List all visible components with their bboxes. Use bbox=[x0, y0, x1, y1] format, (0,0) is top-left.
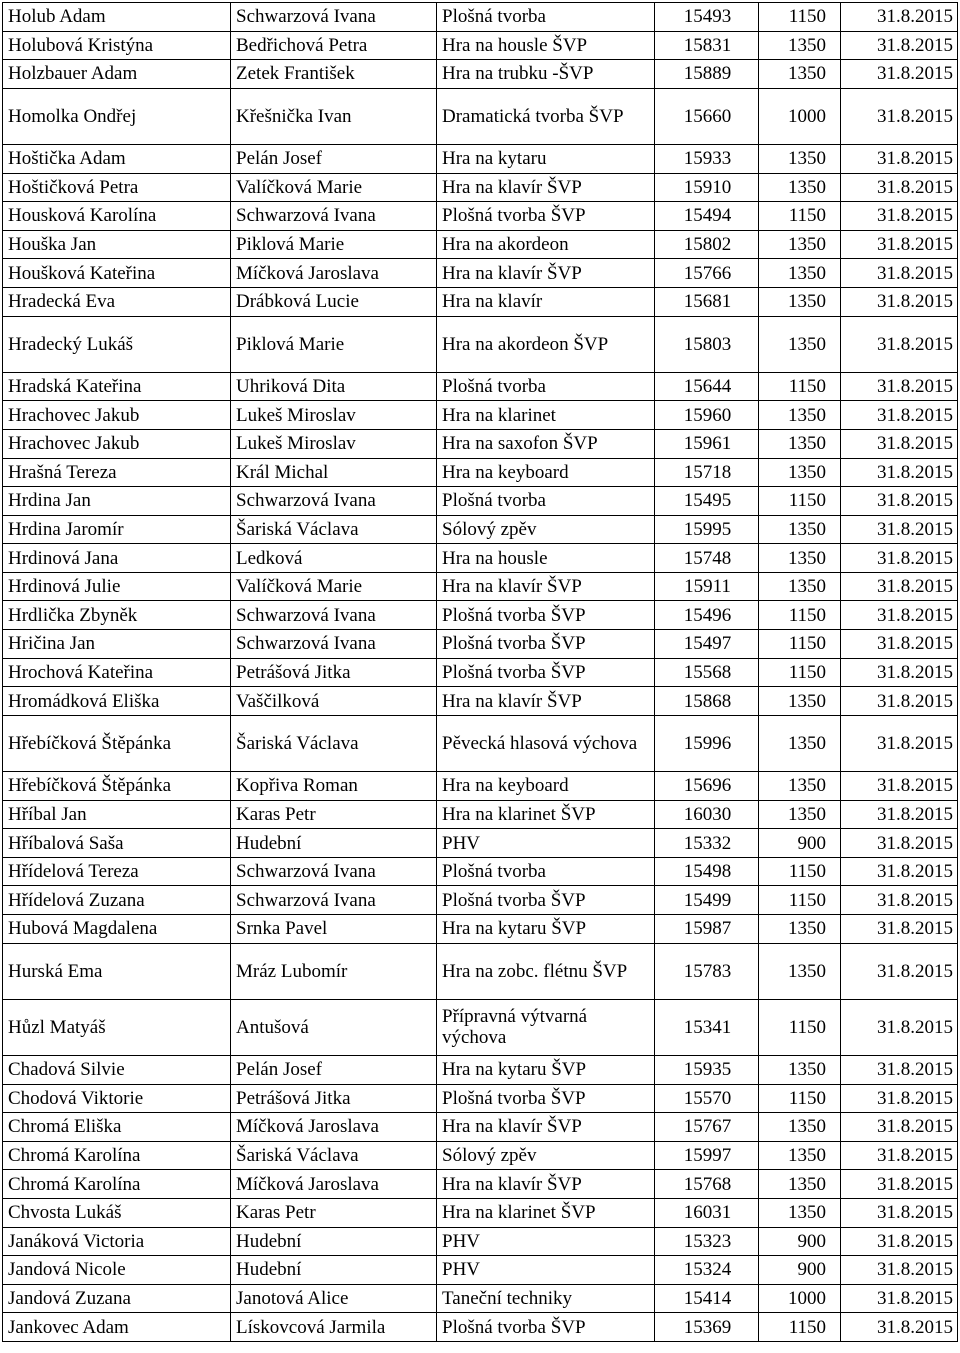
number-cell: 15414 bbox=[655, 1284, 759, 1313]
student-name-cell: Chromá Karolína bbox=[3, 1170, 231, 1199]
student-name-cell: Hřebíčková Štěpánka bbox=[3, 772, 231, 801]
student-name-cell: Houšková Kateřina bbox=[3, 259, 231, 288]
student-name-cell: Jandová Nicole bbox=[3, 1256, 231, 1285]
teacher-name-cell: Lukeš Miroslav bbox=[231, 429, 437, 458]
number-cell: 15341 bbox=[655, 999, 759, 1055]
table-row bbox=[3, 1198, 958, 1227]
subject-cell: Hra na kytaru ŠVP bbox=[437, 915, 655, 944]
subject-cell: Taneční techniky bbox=[437, 1284, 655, 1313]
teacher-name-cell: Míčková Jaroslava bbox=[231, 1113, 437, 1142]
table-row bbox=[3, 915, 958, 944]
teacher-name-cell: Antušová bbox=[231, 999, 437, 1055]
date-cell: 31.8.2015 bbox=[841, 544, 958, 573]
teacher-name-cell: Karas Petr bbox=[231, 800, 437, 829]
number-cell: 15960 bbox=[655, 401, 759, 430]
table-row bbox=[3, 999, 958, 1055]
student-name-cell: Hradská Kateřina bbox=[3, 372, 231, 401]
teacher-name-cell: Mráz Lubomír bbox=[231, 943, 437, 999]
subject-cell: Plošná tvorba ŠVP bbox=[437, 630, 655, 659]
amount-cell: 1350 bbox=[759, 458, 841, 487]
amount-cell: 1150 bbox=[759, 1313, 841, 1342]
amount-cell: 1150 bbox=[759, 630, 841, 659]
date-cell: 31.8.2015 bbox=[841, 31, 958, 60]
table-row bbox=[3, 173, 958, 202]
table-row bbox=[3, 88, 958, 144]
table-row bbox=[3, 31, 958, 60]
table-row bbox=[3, 572, 958, 601]
date-cell: 31.8.2015 bbox=[841, 1313, 958, 1342]
date-cell: 31.8.2015 bbox=[841, 687, 958, 716]
table-row bbox=[3, 630, 958, 659]
subject-cell: Plošná tvorba bbox=[437, 487, 655, 516]
number-cell: 15803 bbox=[655, 316, 759, 372]
student-name-cell: Hříbal Jan bbox=[3, 800, 231, 829]
table-row bbox=[3, 1055, 958, 1084]
number-cell: 15332 bbox=[655, 829, 759, 858]
amount-cell: 1350 bbox=[759, 687, 841, 716]
amount-cell: 1350 bbox=[759, 915, 841, 944]
date-cell: 31.8.2015 bbox=[841, 630, 958, 659]
teacher-name-cell: Valíčková Marie bbox=[231, 572, 437, 601]
table-row bbox=[3, 943, 958, 999]
subject-cell: Plošná tvorba ŠVP bbox=[437, 601, 655, 630]
student-name-cell: Chromá Eliška bbox=[3, 1113, 231, 1142]
subject-cell: Hra na klavír ŠVP bbox=[437, 1113, 655, 1142]
date-cell: 31.8.2015 bbox=[841, 915, 958, 944]
subject-cell: PHV bbox=[437, 829, 655, 858]
amount-cell: 900 bbox=[759, 1227, 841, 1256]
amount-cell: 1000 bbox=[759, 88, 841, 144]
teacher-name-cell: Petrášová Jitka bbox=[231, 1084, 437, 1113]
table-row bbox=[3, 1256, 958, 1285]
teacher-name-cell: Pelán Josef bbox=[231, 144, 437, 173]
table-row bbox=[3, 259, 958, 288]
student-name-cell: Holzbauer Adam bbox=[3, 60, 231, 89]
number-cell: 15783 bbox=[655, 943, 759, 999]
number-cell: 15718 bbox=[655, 458, 759, 487]
teacher-name-cell: Schwarzová Ivana bbox=[231, 601, 437, 630]
number-cell: 15987 bbox=[655, 915, 759, 944]
date-cell: 31.8.2015 bbox=[841, 230, 958, 259]
teacher-name-cell: Vaščilková bbox=[231, 687, 437, 716]
date-cell: 31.8.2015 bbox=[841, 429, 958, 458]
subject-cell: Hra na kytaru bbox=[437, 144, 655, 173]
amount-cell: 1350 bbox=[759, 544, 841, 573]
number-cell: 15766 bbox=[655, 259, 759, 288]
student-name-cell: Housková Karolína bbox=[3, 202, 231, 231]
table-row bbox=[3, 1170, 958, 1199]
teacher-name-cell: Míčková Jaroslava bbox=[231, 259, 437, 288]
date-cell: 31.8.2015 bbox=[841, 886, 958, 915]
subject-cell: Hra na klarinet ŠVP bbox=[437, 1198, 655, 1227]
date-cell: 31.8.2015 bbox=[841, 1084, 958, 1113]
table-row bbox=[3, 144, 958, 173]
teacher-name-cell: Hudební bbox=[231, 1227, 437, 1256]
number-cell: 15997 bbox=[655, 1141, 759, 1170]
subject-cell: Hra na klavír ŠVP bbox=[437, 687, 655, 716]
amount-cell: 1350 bbox=[759, 173, 841, 202]
student-name-cell: Hurská Ema bbox=[3, 943, 231, 999]
subject-cell: Hra na keyboard bbox=[437, 772, 655, 801]
teacher-name-cell: Lukeš Miroslav bbox=[231, 401, 437, 430]
number-cell: 15748 bbox=[655, 544, 759, 573]
subject-cell: Hra na trubku -ŠVP bbox=[437, 60, 655, 89]
amount-cell: 1150 bbox=[759, 658, 841, 687]
teacher-name-cell: Schwarzová Ivana bbox=[231, 487, 437, 516]
date-cell: 31.8.2015 bbox=[841, 259, 958, 288]
amount-cell: 900 bbox=[759, 1256, 841, 1285]
number-cell: 15910 bbox=[655, 173, 759, 202]
student-name-cell: Hrašná Tereza bbox=[3, 458, 231, 487]
table-row bbox=[3, 429, 958, 458]
subject-cell: Přípravná výtvarná výchova bbox=[437, 999, 655, 1055]
subject-cell: Hra na klavír ŠVP bbox=[437, 1170, 655, 1199]
teacher-name-cell: Drábková Lucie bbox=[231, 287, 437, 316]
amount-cell: 1350 bbox=[759, 572, 841, 601]
teacher-name-cell: Míčková Jaroslava bbox=[231, 1170, 437, 1199]
student-name-cell: Holub Adam bbox=[3, 3, 231, 32]
amount-cell: 1000 bbox=[759, 1284, 841, 1313]
date-cell: 31.8.2015 bbox=[841, 60, 958, 89]
student-name-cell: Hromádková Eliška bbox=[3, 687, 231, 716]
subject-cell: PHV bbox=[437, 1227, 655, 1256]
number-cell: 15868 bbox=[655, 687, 759, 716]
table-row bbox=[3, 800, 958, 829]
date-cell: 31.8.2015 bbox=[841, 658, 958, 687]
amount-cell: 1350 bbox=[759, 1141, 841, 1170]
student-name-cell: Hrdinová Jana bbox=[3, 544, 231, 573]
student-name-cell: Hrochová Kateřina bbox=[3, 658, 231, 687]
table-row bbox=[3, 372, 958, 401]
student-name-cell: Chadová Silvie bbox=[3, 1055, 231, 1084]
student-name-cell: Hričina Jan bbox=[3, 630, 231, 659]
subject-cell: Hra na zobc. flétnu ŠVP bbox=[437, 943, 655, 999]
subject-cell: Sólový zpěv bbox=[437, 1141, 655, 1170]
amount-cell: 1350 bbox=[759, 943, 841, 999]
student-name-cell: Chromá Karolína bbox=[3, 1141, 231, 1170]
subject-cell: Plošná tvorba ŠVP bbox=[437, 1313, 655, 1342]
date-cell: 31.8.2015 bbox=[841, 772, 958, 801]
number-cell: 15767 bbox=[655, 1113, 759, 1142]
date-cell: 31.8.2015 bbox=[841, 287, 958, 316]
number-cell: 15935 bbox=[655, 1055, 759, 1084]
amount-cell: 1150 bbox=[759, 857, 841, 886]
number-cell: 15802 bbox=[655, 230, 759, 259]
teacher-name-cell: Zetek František bbox=[231, 60, 437, 89]
table-row bbox=[3, 658, 958, 687]
table-row bbox=[3, 515, 958, 544]
date-cell: 31.8.2015 bbox=[841, 1113, 958, 1142]
student-table-body bbox=[3, 3, 958, 1342]
student-name-cell: Hrdlička Zbyněk bbox=[3, 601, 231, 630]
teacher-name-cell: Petrášová Jitka bbox=[231, 658, 437, 687]
teacher-name-cell: Schwarzová Ivana bbox=[231, 630, 437, 659]
student-table bbox=[2, 2, 958, 1342]
subject-cell: Hra na housle ŠVP bbox=[437, 31, 655, 60]
student-name-cell: Hradecký Lukáš bbox=[3, 316, 231, 372]
subject-cell: Hra na saxofon ŠVP bbox=[437, 429, 655, 458]
student-name-cell: Hrdina Jan bbox=[3, 487, 231, 516]
number-cell: 15831 bbox=[655, 31, 759, 60]
teacher-name-cell: Schwarzová Ivana bbox=[231, 202, 437, 231]
number-cell: 15996 bbox=[655, 715, 759, 771]
subject-cell: Dramatická tvorba ŠVP bbox=[437, 88, 655, 144]
date-cell: 31.8.2015 bbox=[841, 1141, 958, 1170]
date-cell: 31.8.2015 bbox=[841, 401, 958, 430]
subject-cell: Hra na klavír bbox=[437, 287, 655, 316]
teacher-name-cell: Lískovcová Jarmila bbox=[231, 1313, 437, 1342]
date-cell: 31.8.2015 bbox=[841, 999, 958, 1055]
teacher-name-cell: Schwarzová Ivana bbox=[231, 857, 437, 886]
amount-cell: 1350 bbox=[759, 429, 841, 458]
student-name-cell: Hřídelová Tereza bbox=[3, 857, 231, 886]
subject-cell: Hra na keyboard bbox=[437, 458, 655, 487]
teacher-name-cell: Šariská Václava bbox=[231, 1141, 437, 1170]
number-cell: 15498 bbox=[655, 857, 759, 886]
date-cell: 31.8.2015 bbox=[841, 857, 958, 886]
number-cell: 15644 bbox=[655, 372, 759, 401]
date-cell: 31.8.2015 bbox=[841, 88, 958, 144]
subject-cell: Plošná tvorba ŠVP bbox=[437, 202, 655, 231]
number-cell: 15889 bbox=[655, 60, 759, 89]
date-cell: 31.8.2015 bbox=[841, 1198, 958, 1227]
subject-cell: Hra na kytaru ŠVP bbox=[437, 1055, 655, 1084]
student-name-cell: Hoštička Adam bbox=[3, 144, 231, 173]
table-row bbox=[3, 886, 958, 915]
student-name-cell: Hradecká Eva bbox=[3, 287, 231, 316]
date-cell: 31.8.2015 bbox=[841, 1055, 958, 1084]
date-cell: 31.8.2015 bbox=[841, 1227, 958, 1256]
table-row bbox=[3, 1084, 958, 1113]
table-row bbox=[3, 687, 958, 716]
amount-cell: 1350 bbox=[759, 1113, 841, 1142]
student-name-cell: Hubová Magdalena bbox=[3, 915, 231, 944]
teacher-name-cell: Karas Petr bbox=[231, 1198, 437, 1227]
date-cell: 31.8.2015 bbox=[841, 458, 958, 487]
student-name-cell: Holubová Kristýna bbox=[3, 31, 231, 60]
student-name-cell: Hrdinová Julie bbox=[3, 572, 231, 601]
date-cell: 31.8.2015 bbox=[841, 715, 958, 771]
teacher-name-cell: Kopřiva Roman bbox=[231, 772, 437, 801]
number-cell: 15768 bbox=[655, 1170, 759, 1199]
subject-cell: Plošná tvorba bbox=[437, 3, 655, 32]
number-cell: 16030 bbox=[655, 800, 759, 829]
amount-cell: 900 bbox=[759, 829, 841, 858]
date-cell: 31.8.2015 bbox=[841, 515, 958, 544]
student-name-cell: Hrdina Jaromír bbox=[3, 515, 231, 544]
table-row bbox=[3, 1141, 958, 1170]
teacher-name-cell: Hudební bbox=[231, 1256, 437, 1285]
number-cell: 15494 bbox=[655, 202, 759, 231]
table-row bbox=[3, 1284, 958, 1313]
amount-cell: 1350 bbox=[759, 401, 841, 430]
amount-cell: 1350 bbox=[759, 1170, 841, 1199]
table-row bbox=[3, 202, 958, 231]
table-row bbox=[3, 487, 958, 516]
amount-cell: 1350 bbox=[759, 230, 841, 259]
teacher-name-cell: Piklová Marie bbox=[231, 316, 437, 372]
table-row bbox=[3, 1227, 958, 1256]
teacher-name-cell: Uhriková Dita bbox=[231, 372, 437, 401]
amount-cell: 1350 bbox=[759, 144, 841, 173]
student-name-cell: Janáková Victoria bbox=[3, 1227, 231, 1256]
teacher-name-cell: Šariská Václava bbox=[231, 715, 437, 771]
student-name-cell: Hrachovec Jakub bbox=[3, 429, 231, 458]
student-name-cell: Jandová Zuzana bbox=[3, 1284, 231, 1313]
teacher-name-cell: Schwarzová Ivana bbox=[231, 886, 437, 915]
subject-cell: Hra na klavír ŠVP bbox=[437, 572, 655, 601]
number-cell: 15495 bbox=[655, 487, 759, 516]
teacher-name-cell: Bedřichová Petra bbox=[231, 31, 437, 60]
number-cell: 15323 bbox=[655, 1227, 759, 1256]
date-cell: 31.8.2015 bbox=[841, 943, 958, 999]
amount-cell: 1150 bbox=[759, 999, 841, 1055]
teacher-name-cell: Král Michal bbox=[231, 458, 437, 487]
subject-cell: Hra na klavír ŠVP bbox=[437, 259, 655, 288]
amount-cell: 1350 bbox=[759, 287, 841, 316]
student-name-cell: Houška Jan bbox=[3, 230, 231, 259]
teacher-name-cell: Valíčková Marie bbox=[231, 173, 437, 202]
date-cell: 31.8.2015 bbox=[841, 316, 958, 372]
student-name-cell: Hoštičková Petra bbox=[3, 173, 231, 202]
student-name-cell: Jankovec Adam bbox=[3, 1313, 231, 1342]
amount-cell: 1150 bbox=[759, 1084, 841, 1113]
student-name-cell: Hrachovec Jakub bbox=[3, 401, 231, 430]
number-cell: 15570 bbox=[655, 1084, 759, 1113]
number-cell: 15696 bbox=[655, 772, 759, 801]
subject-cell: Plošná tvorba bbox=[437, 372, 655, 401]
number-cell: 15660 bbox=[655, 88, 759, 144]
subject-cell: Plošná tvorba bbox=[437, 857, 655, 886]
table-row bbox=[3, 401, 958, 430]
table-row bbox=[3, 544, 958, 573]
table-row bbox=[3, 458, 958, 487]
amount-cell: 1350 bbox=[759, 1055, 841, 1084]
amount-cell: 1350 bbox=[759, 60, 841, 89]
teacher-name-cell: Schwarzová Ivana bbox=[231, 3, 437, 32]
table-row bbox=[3, 60, 958, 89]
table-row bbox=[3, 857, 958, 886]
amount-cell: 1150 bbox=[759, 3, 841, 32]
amount-cell: 1350 bbox=[759, 1198, 841, 1227]
student-name-cell: Hříbalová Saša bbox=[3, 829, 231, 858]
date-cell: 31.8.2015 bbox=[841, 173, 958, 202]
date-cell: 31.8.2015 bbox=[841, 487, 958, 516]
subject-cell: PHV bbox=[437, 1256, 655, 1285]
date-cell: 31.8.2015 bbox=[841, 144, 958, 173]
student-name-cell: Hřídelová Zuzana bbox=[3, 886, 231, 915]
number-cell: 15681 bbox=[655, 287, 759, 316]
date-cell: 31.8.2015 bbox=[841, 1256, 958, 1285]
subject-cell: Hra na akordeon ŠVP bbox=[437, 316, 655, 372]
student-name-cell: Chodová Viktorie bbox=[3, 1084, 231, 1113]
table-row bbox=[3, 715, 958, 771]
date-cell: 31.8.2015 bbox=[841, 572, 958, 601]
teacher-name-cell: Srnka Pavel bbox=[231, 915, 437, 944]
student-name-cell: Hůzl Matyáš bbox=[3, 999, 231, 1055]
number-cell: 15496 bbox=[655, 601, 759, 630]
teacher-name-cell: Piklová Marie bbox=[231, 230, 437, 259]
amount-cell: 1350 bbox=[759, 715, 841, 771]
subject-cell: Plošná tvorba ŠVP bbox=[437, 886, 655, 915]
amount-cell: 1150 bbox=[759, 372, 841, 401]
student-name-cell: Hřebíčková Štěpánka bbox=[3, 715, 231, 771]
date-cell: 31.8.2015 bbox=[841, 3, 958, 32]
teacher-name-cell: Ledková bbox=[231, 544, 437, 573]
teacher-name-cell: Křešnička Ivan bbox=[231, 88, 437, 144]
date-cell: 31.8.2015 bbox=[841, 800, 958, 829]
number-cell: 15933 bbox=[655, 144, 759, 173]
teacher-name-cell: Hudební bbox=[231, 829, 437, 858]
date-cell: 31.8.2015 bbox=[841, 601, 958, 630]
table-row bbox=[3, 230, 958, 259]
number-cell: 15995 bbox=[655, 515, 759, 544]
date-cell: 31.8.2015 bbox=[841, 1170, 958, 1199]
amount-cell: 1150 bbox=[759, 886, 841, 915]
subject-cell: Hra na klarinet bbox=[437, 401, 655, 430]
number-cell: 15568 bbox=[655, 658, 759, 687]
number-cell: 15493 bbox=[655, 3, 759, 32]
amount-cell: 1350 bbox=[759, 515, 841, 544]
amount-cell: 1350 bbox=[759, 316, 841, 372]
number-cell: 15369 bbox=[655, 1313, 759, 1342]
table-row bbox=[3, 1313, 958, 1342]
number-cell: 15961 bbox=[655, 429, 759, 458]
subject-cell: Hra na klavír ŠVP bbox=[437, 173, 655, 202]
subject-cell: Hra na akordeon bbox=[437, 230, 655, 259]
subject-cell: Plošná tvorba ŠVP bbox=[437, 1084, 655, 1113]
amount-cell: 1350 bbox=[759, 259, 841, 288]
student-name-cell: Chvosta Lukáš bbox=[3, 1198, 231, 1227]
date-cell: 31.8.2015 bbox=[841, 1284, 958, 1313]
date-cell: 31.8.2015 bbox=[841, 372, 958, 401]
teacher-name-cell: Pelán Josef bbox=[231, 1055, 437, 1084]
teacher-name-cell: Janotová Alice bbox=[231, 1284, 437, 1313]
number-cell: 15324 bbox=[655, 1256, 759, 1285]
number-cell: 16031 bbox=[655, 1198, 759, 1227]
amount-cell: 1350 bbox=[759, 772, 841, 801]
table-row bbox=[3, 829, 958, 858]
table-row bbox=[3, 316, 958, 372]
amount-cell: 1150 bbox=[759, 487, 841, 516]
student-name-cell: Homolka Ondřej bbox=[3, 88, 231, 144]
subject-cell: Plošná tvorba ŠVP bbox=[437, 658, 655, 687]
subject-cell: Hra na klarinet ŠVP bbox=[437, 800, 655, 829]
subject-cell: Hra na housle bbox=[437, 544, 655, 573]
amount-cell: 1350 bbox=[759, 800, 841, 829]
subject-cell: Sólový zpěv bbox=[437, 515, 655, 544]
table-row bbox=[3, 601, 958, 630]
number-cell: 15497 bbox=[655, 630, 759, 659]
number-cell: 15499 bbox=[655, 886, 759, 915]
table-row bbox=[3, 287, 958, 316]
date-cell: 31.8.2015 bbox=[841, 829, 958, 858]
amount-cell: 1150 bbox=[759, 601, 841, 630]
amount-cell: 1350 bbox=[759, 31, 841, 60]
table-row bbox=[3, 1113, 958, 1142]
amount-cell: 1150 bbox=[759, 202, 841, 231]
subject-cell: Pěvecká hlasová výchova bbox=[437, 715, 655, 771]
table-row bbox=[3, 772, 958, 801]
date-cell: 31.8.2015 bbox=[841, 202, 958, 231]
number-cell: 15911 bbox=[655, 572, 759, 601]
teacher-name-cell: Šariská Václava bbox=[231, 515, 437, 544]
table-row bbox=[3, 3, 958, 32]
